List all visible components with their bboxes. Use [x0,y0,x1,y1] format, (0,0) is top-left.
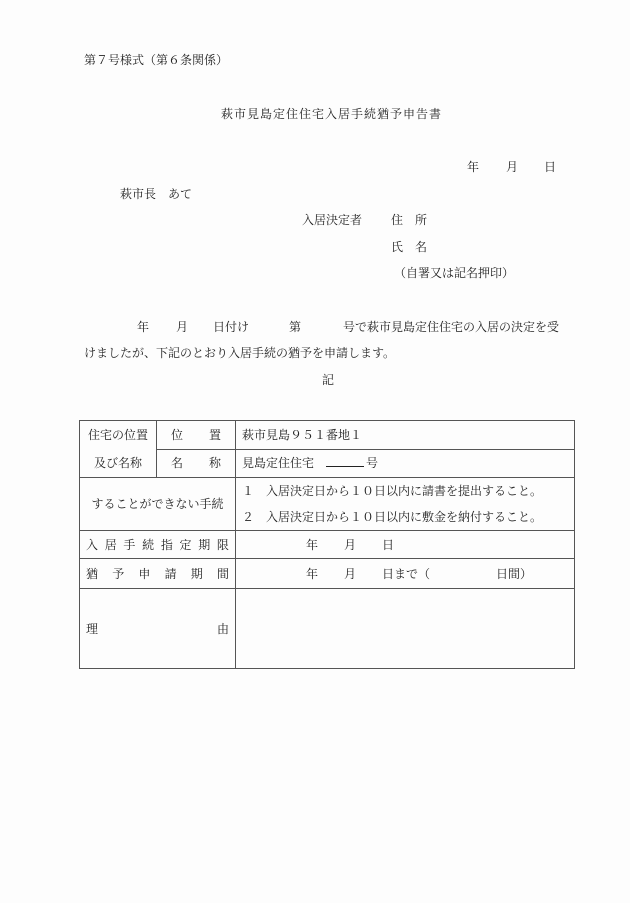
period-label-char: 請 [164,566,177,581]
period-days: 日間） [496,566,533,581]
reason-label-char: 理 [86,621,99,636]
name-value-text: 見島定住住宅 [242,456,315,471]
period-label-char: 間 [216,566,229,581]
name-label-char: 名 [171,456,184,471]
body-line2: けましたが、下記のとおり入居手続の猶予を申請します。 [84,346,396,360]
deadline-label-char: 入 [86,537,99,552]
procedure-item: ２ 入居決定日から１０日以内に敷金を納付すること。 [242,510,543,524]
document-title: 萩市見島定住住宅入居手続猶予申告書 [221,107,443,121]
date-month: 月 [506,160,519,174]
deadline-day: 日 [382,537,395,552]
deadline-label-char: 続 [142,537,155,552]
deadline-label-char: 居 [104,537,117,552]
signature-note: （自署又は記名押印） [394,266,515,280]
period-month: 月 [344,566,357,581]
application-table [79,420,575,669]
form-number: 第７号様式（第６条関係） [84,53,229,67]
period-label [80,559,236,589]
name-label-char: 称 [208,456,221,471]
deadline-label-char: 限 [216,537,229,552]
position-label-char: 置 [208,427,221,442]
body-line1-rest: 号で萩市見島定住住宅の入居の決定を受 [343,320,560,334]
period-year: 年 [306,566,319,581]
name-suffix: 号 [366,456,379,471]
reason-label-char: 由 [216,621,229,636]
body-month: 月 [176,320,189,334]
procedures-list [236,478,575,531]
name-value[interactable] [236,449,575,478]
deadline-label [80,531,236,559]
name-label-cell [157,449,236,478]
applicant-role-label: 入居決定者 [302,213,363,227]
deadline-year: 年 [306,537,319,552]
deadline-label-char: 定 [179,537,192,552]
date-year: 年 [467,160,480,174]
location-group-label [80,421,157,478]
reason-label [80,589,236,669]
deadline-label-char: 指 [160,537,173,552]
period-until: 日まで（ [382,566,431,581]
deadline-label-char: 期 [198,537,211,552]
addressee: 萩市長 あて [120,187,193,201]
address-label: 住 所 [391,213,428,227]
position-label-char: 位 [171,427,184,442]
deadline-label-char: 手 [123,537,136,552]
position-label [157,421,236,450]
procedure-item: １ 入居決定日から１０日以内に請書を提出すること。 [242,484,543,498]
period-label-char: 予 [112,566,125,581]
period-label-char: 期 [190,566,203,581]
body-number-prefix: 第 [289,320,302,334]
location-group-line2: 及び名称 [93,456,142,470]
date-day: 日 [544,160,557,174]
procedures-label: することができない手続 [80,478,236,531]
deadline-month: 月 [344,537,357,552]
period-value[interactable] [236,559,575,589]
location-group-line1: 住宅の位置 [87,428,148,442]
unit-number-blank[interactable] [326,456,364,467]
period-label-char: 申 [138,566,151,581]
name-label: 氏 名 [391,240,428,254]
deadline-value[interactable] [236,531,575,559]
reason-value[interactable] [236,589,575,669]
period-label-char: 猶 [86,566,99,581]
ki-heading: 記 [322,373,335,387]
body-year: 年 [137,320,150,334]
position-value[interactable]: 萩市見島９５１番地１ [236,421,575,450]
body-day: 日付け [213,320,250,334]
